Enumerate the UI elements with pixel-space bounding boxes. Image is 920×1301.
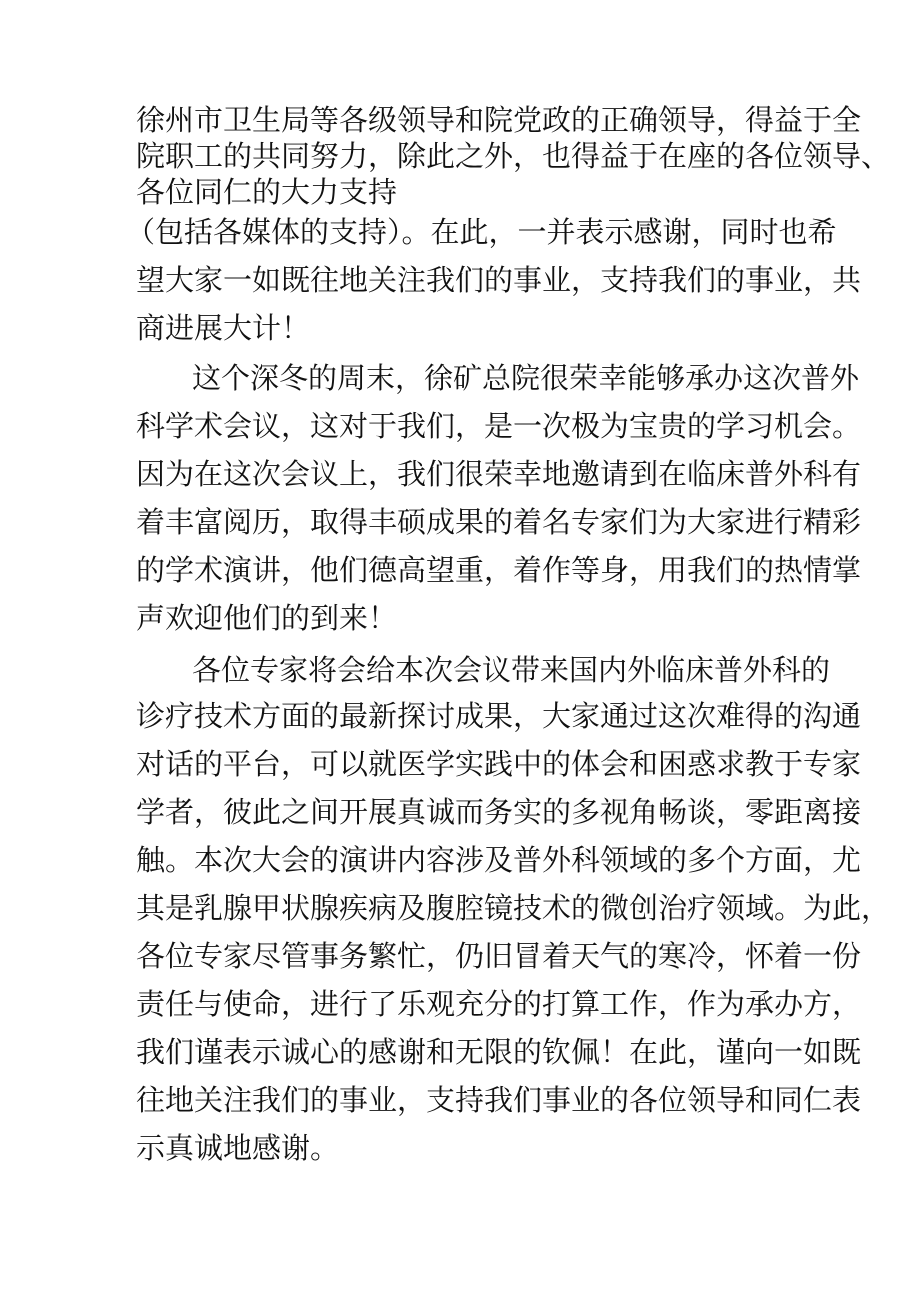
text-line: 触。本次大会的演讲内容涉及普外科领域的多个方面，尤 — [136, 843, 862, 877]
text-line: 各位专家尽管事务繁忙，仍旧冒着天气的寒冷，怀着一份 — [136, 939, 862, 973]
text-line: 因为在这次会议上，我们很荣幸地邀请到在临床普外科有 — [136, 457, 862, 491]
text-line: 学者，彼此之间开展真诚而务实的多视角畅谈，零距离接 — [136, 795, 862, 829]
text-line: 的学术演讲，他们德高望重，着作等身，用我们的热情掌 — [136, 553, 862, 587]
text-line: 诊疗技术方面的最新探讨成果，大家通过这次难得的沟通 — [136, 699, 862, 733]
text-line: 商进展大计！ — [136, 311, 311, 345]
text-line: 徐州市卫生局等各级领导和院党政的正确领导，得益于全 — [136, 103, 862, 137]
text-line: 其是乳腺甲状腺疾病及腹腔镜技术的微创治疗领域。为此， — [136, 891, 891, 925]
text-line: 我们谨表示诚心的感谢和无限的钦佩！在此，谨向一如既 — [136, 1035, 862, 1069]
text-line: 科学术会议，这对于我们，是一次极为宝贵的学习机会。 — [136, 409, 862, 443]
text-line: 各位同仁的大力支持 — [136, 175, 398, 209]
text-line: 责任与使命，进行了乐观充分的打算工作，作为承办方， — [136, 987, 862, 1021]
text-line: （包括各媒体的支持）。在此，一并表示感谢，同时也希 — [126, 215, 837, 249]
text-line: 各位专家将会给本次会议带来国内外临床普外科的 — [192, 653, 831, 687]
text-line: 示真诚地感谢。 — [136, 1131, 340, 1165]
text-line: 院职工的共同努力，除此之外，也得益于在座的各位领导、 — [136, 139, 891, 173]
text-line: 对话的平台，可以就医学实践中的体会和困惑求教于专家 — [136, 747, 862, 781]
text-line: 声欢迎他们的到来！ — [136, 601, 398, 635]
text-line: 往地关注我们的事业，支持我们事业的各位领导和同仁表 — [136, 1083, 862, 1117]
text-line: 望大家一如既往地关注我们的事业，支持我们的事业，共 — [136, 263, 862, 297]
text-line: 着丰富阅历，取得丰硕成果的着名专家们为大家进行精彩 — [136, 505, 862, 539]
text-line: 这个深冬的周末，徐矿总院很荣幸能够承办这次普外 — [192, 361, 860, 395]
